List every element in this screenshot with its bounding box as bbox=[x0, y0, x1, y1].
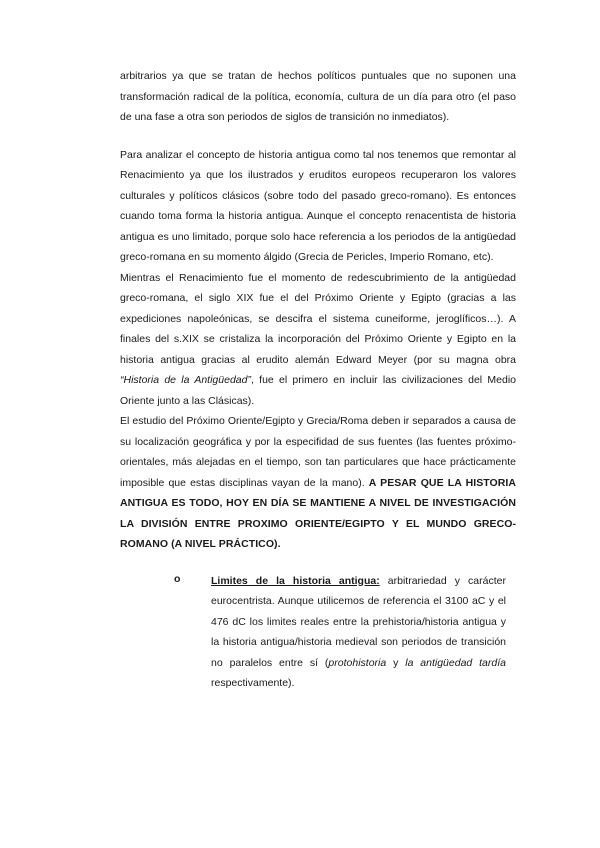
paragraph-estudio-text: El estudio del Próximo Oriente/Egipto y Grecia/Roma deben ir separados a causa de su localización geográfica y por la especifidad de sus fuentes (las fuentes próximo-orientales, más alejadas en el tiempo, son tan particulares que hace prácticamente imposible que estas disciplinas vayan de la mano). bbox=[120, 415, 516, 489]
emphasis-uppercase-statement: A PESAR QUE LA HISTORIA ANTIGUA ES TODO, HOY EN DÍA SE MANTIENE A NIVEL DE INVESTIGACIÓN LA DIVISIÓN ENTRE PROXIMO ORIENTE/EGIPTO Y EL MUNDO GRECO-ROMANO (A NIVEL PRÁCTICO). bbox=[120, 476, 516, 550]
bullet-list bbox=[120, 571, 516, 694]
list-item-text-a: arbitrariedad y carácter eurocentrista. Aunque utilicemos de referencia el 3100 aC y el 476 dC los limites reales entre la prehistoria/historia antigua y la historia antigua/historia medieval son periodos de transición no paralelos entre sí ( bbox=[211, 574, 506, 669]
book-title: “Historia de la Antigüedad” bbox=[120, 374, 251, 386]
term-antiguedad-tardia: la antigüedad tardía bbox=[405, 656, 506, 669]
list-item-limites bbox=[211, 571, 506, 694]
term-protohistoria: protohistoria bbox=[328, 656, 387, 669]
paragraph-spacer bbox=[120, 128, 516, 145]
paragraph-siglo-xix-text-b: , fue el primero en incluir las civilizaciones del Medio Oriente junto a las Clásicas). bbox=[120, 374, 516, 407]
paragraph-estudio bbox=[120, 411, 516, 555]
document-page bbox=[120, 66, 516, 694]
list-item-heading: Limites de la historia antigua: bbox=[211, 574, 380, 587]
paragraph-renacimiento: Para analizar el concepto de historia antigua como tal nos tenemos que remontar al Renacimiento ya que los ilustrados y eruditos europeos recuperaron los valores culturales y políticos clásicos (sobre todo del pasado greco-romano). Es entonces cuando toma forma la historia antigua. Aunque el concepto renacentista de historia antigua es uno limitado, porque solo hace referencia a los periodos de la antigüedad greco-romana en su momento álgido (Grecia de Pericles, Imperio Romano, etc). bbox=[120, 148, 516, 263]
bullet-marker: o bbox=[174, 572, 181, 585]
paragraph-intro-continuation: arbitrarios ya que se tratan de hechos políticos puntuales que no suponen una transformación radical de la política, economía, cultura de un día para otro (el paso de una fase a otra son periodos de siglos de transición no inmediatos). bbox=[120, 70, 516, 123]
paragraph-siglo-xix bbox=[120, 268, 516, 412]
paragraph-siglo-xix-text-a: Mientras el Renacimiento fue el momento de redescubrimiento de la antigüedad greco-romana, el siglo XIX fue el del Próximo Oriente y Egipto (gracias a las expediciones napoleónicas, se descifra el sistema cuneiforme, jeroglíficos…). A finales del s.XIX se cristaliza la incorporación del Próximo Oriente y Egipto en la historia antigua gracias al erudito alemán Edward Meyer (por su magna obra bbox=[120, 271, 516, 366]
list-item-text-b: y bbox=[386, 656, 406, 669]
list-item-text-c: respectivamente). bbox=[211, 677, 295, 689]
